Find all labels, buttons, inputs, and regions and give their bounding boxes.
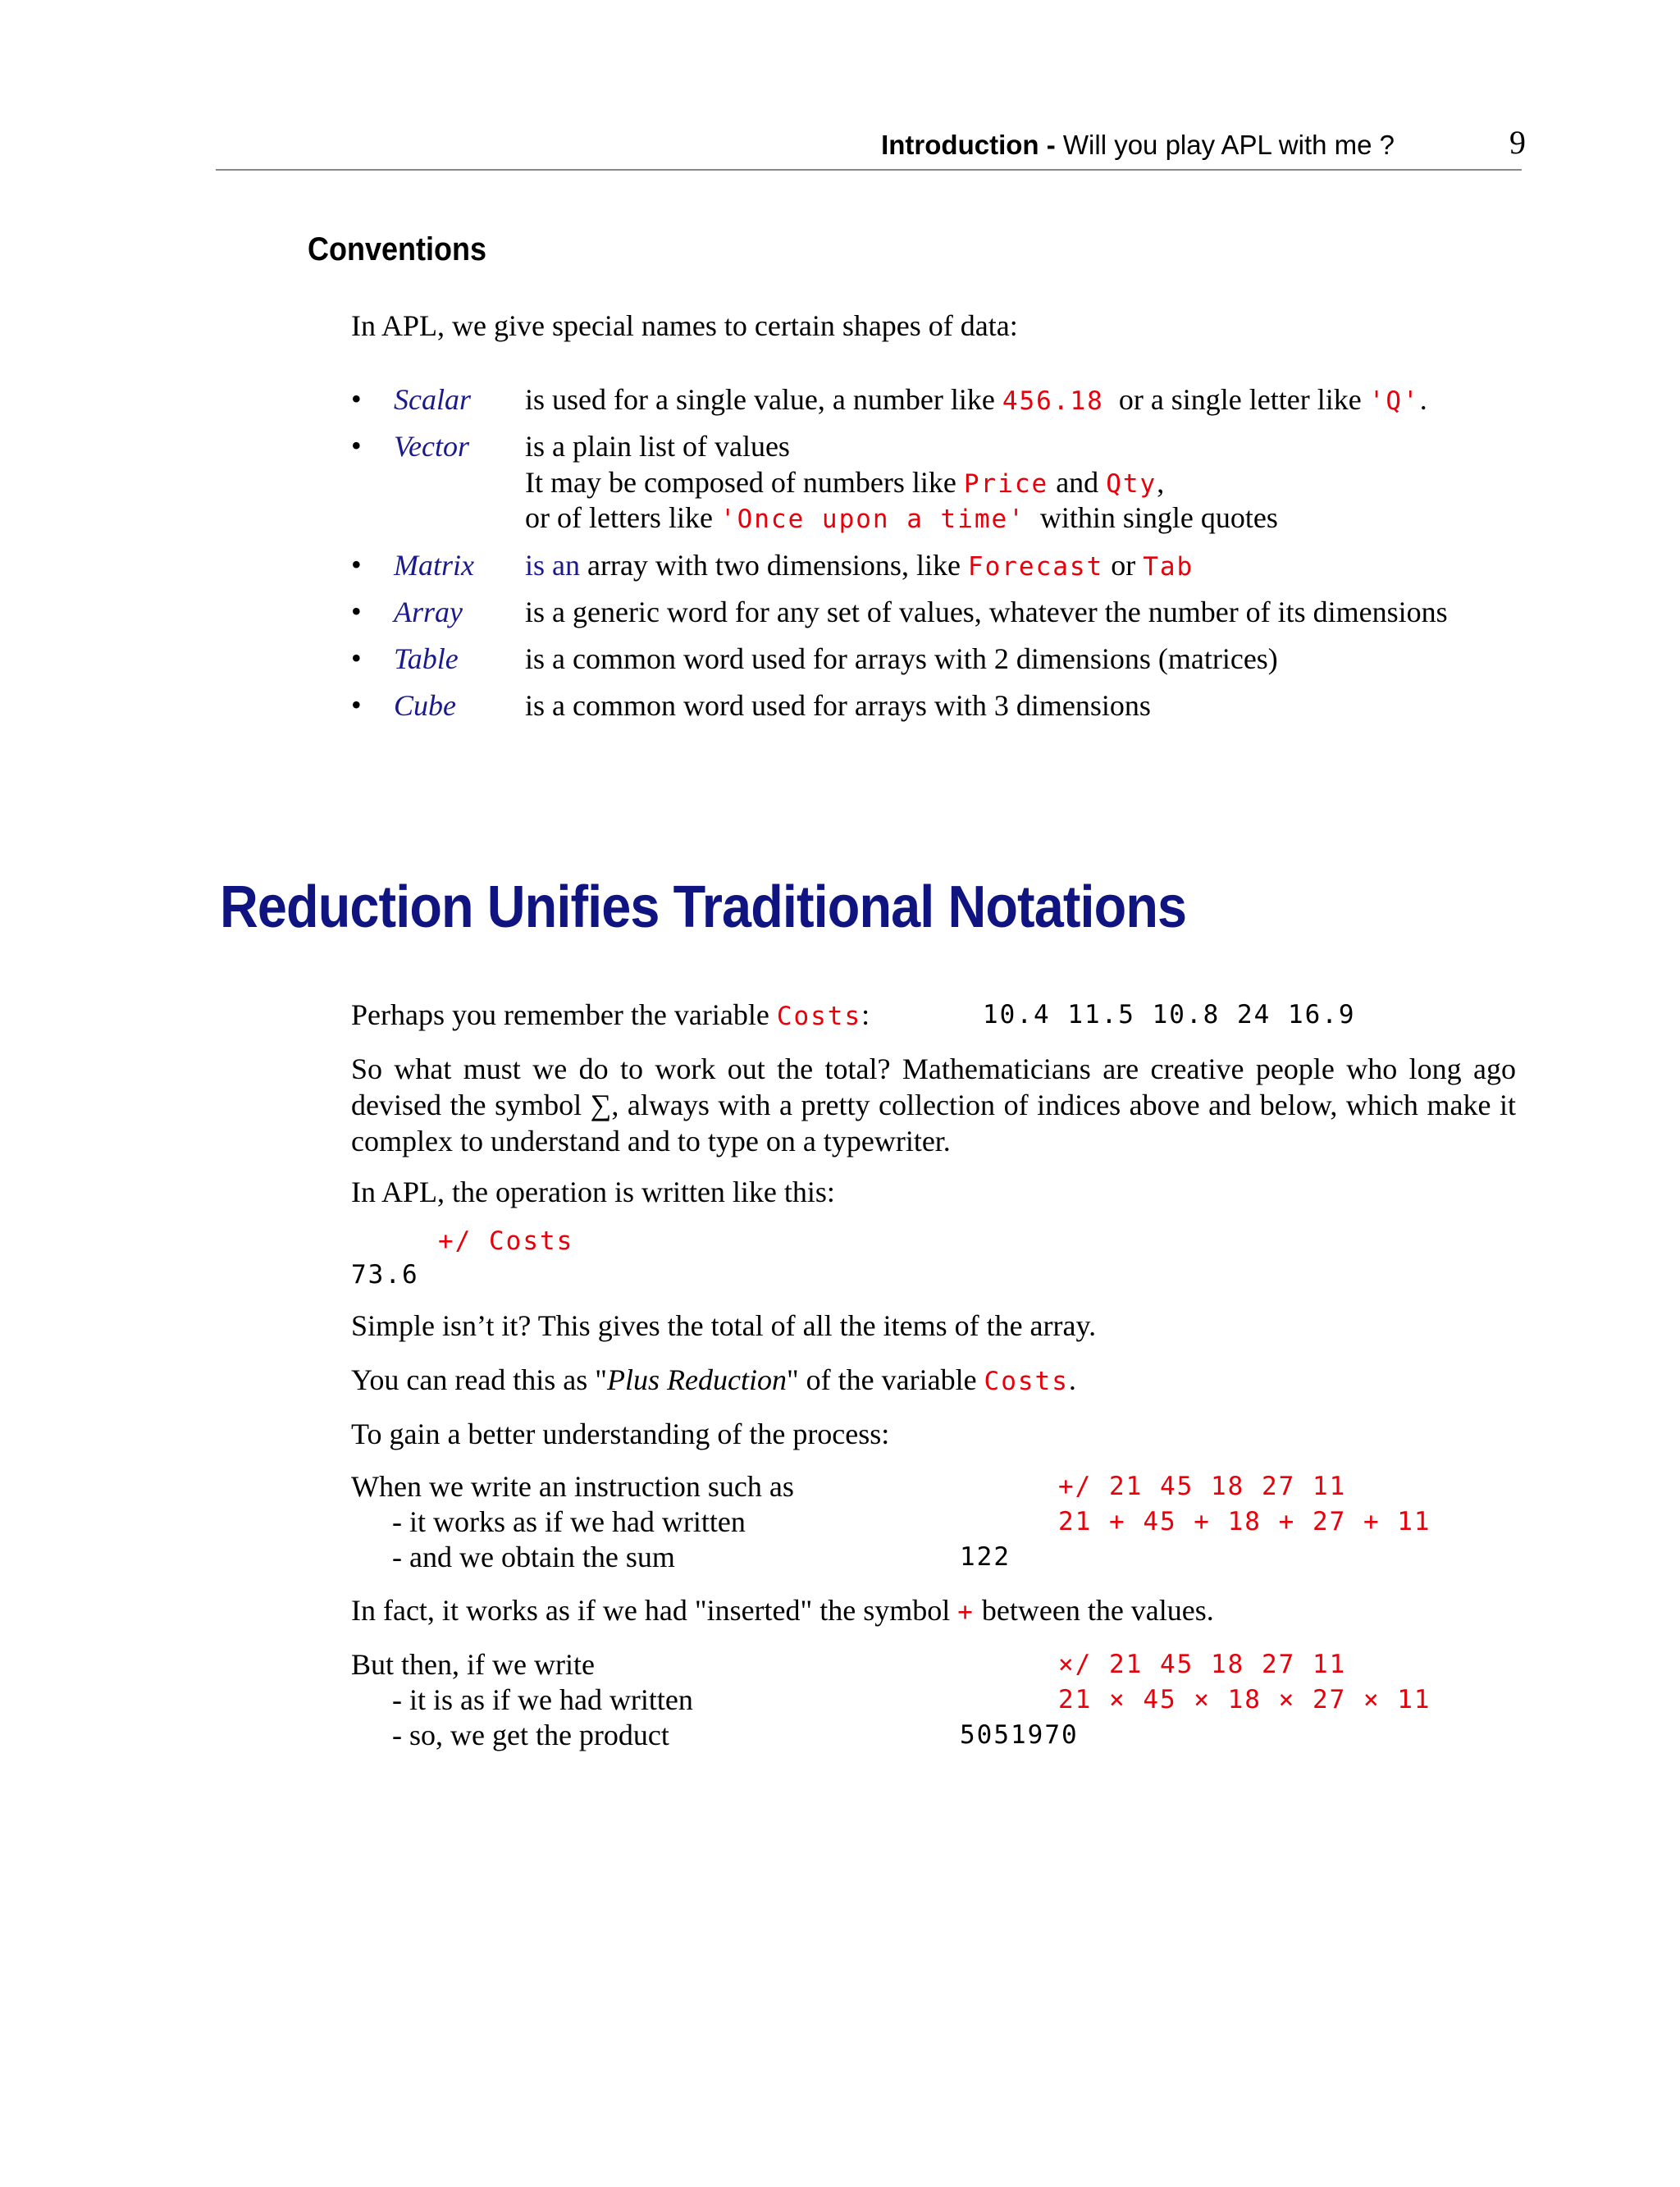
- prod-code-2: 21 × 45 × 18 × 27 × 11: [1058, 1685, 1431, 1714]
- chapter-title: Reduction Unifies Traditional Notations: [220, 874, 1187, 940]
- term-cube: Cube: [394, 689, 456, 722]
- bullet: •: [351, 382, 362, 415]
- definition-array: is a generic word for any set of values, whatever the number of its dimensions: [525, 596, 1448, 628]
- paragraph-understanding: To gain a better understanding of the process:: [351, 1418, 890, 1450]
- term-table: Table: [394, 642, 459, 675]
- term-matrix: Matrix: [394, 549, 474, 582]
- paragraph-simple: Simple isn’t it? This gives the total of all the items of the array.: [351, 1309, 1097, 1342]
- paragraph-sigma: So what must we do to work out the total? Mathematicians are creative people who long ago devised the symbol ∑, always with a pretty collection of indices above and below, which make it complex to understand and to type on a typewriter.: [351, 1052, 1516, 1157]
- costs-values: 10.4 11.5 10.8 24 16.9: [983, 1000, 1356, 1030]
- term-scalar: Scalar: [394, 383, 471, 416]
- bullet: •: [351, 548, 362, 581]
- sum-code-1: +/ 21 45 18 27 11: [1058, 1472, 1347, 1501]
- sum-result: 122: [960, 1542, 1011, 1572]
- paragraph-costs: Perhaps you remember the variable Costs:: [351, 998, 870, 1031]
- header-chapter-title: Will you play APL with me ?: [1062, 130, 1395, 160]
- page-number: 9: [1509, 124, 1526, 161]
- sum-label-2: - it works as if we had written: [392, 1505, 746, 1538]
- header-divider: [216, 169, 1522, 171]
- conventions-intro: In APL, we give special names to certain shapes of data:: [351, 309, 1018, 342]
- definition-matrix: is an array with two dimensions, like Forecast or Tab: [525, 549, 1194, 582]
- header-chapter-bold: Introduction -: [881, 130, 1056, 160]
- bullet: •: [351, 429, 362, 462]
- sum-label-1: When we write an instruction such as: [351, 1470, 794, 1503]
- sum-label-3: - and we obtain the sum: [392, 1541, 675, 1573]
- prod-label-3: - so, we get the product: [392, 1719, 669, 1751]
- sum-code-2: 21 + 45 + 18 + 27 + 11: [1058, 1507, 1431, 1536]
- definition-vector-line3: or of letters like 'Once upon a time' within single quotes: [525, 501, 1278, 534]
- code-output: 73.6: [351, 1260, 419, 1290]
- definition-cube: is a common word used for arrays with 3 dimensions: [525, 689, 1151, 722]
- code-input: +/ Costs: [438, 1226, 574, 1256]
- paragraph-plus-reduction: You can read this as "Plus Reduction" of the variable Costs.: [351, 1363, 1076, 1396]
- term-array: Array: [394, 596, 463, 628]
- definition-scalar: is used for a single value, a number like 456.18 or a single letter like 'Q'.: [525, 383, 1427, 416]
- running-header: [881, 130, 1395, 161]
- definition-vector-line2: It may be composed of numbers like Price and Qty,: [525, 466, 1165, 499]
- term-vector: Vector: [394, 430, 469, 463]
- prod-code-1: ×/ 21 45 18 27 11: [1058, 1650, 1347, 1679]
- definition-table: is a common word used for arrays with 2 dimensions (matrices): [525, 642, 1278, 675]
- bullet: •: [351, 641, 362, 674]
- prod-label-2: - it is as if we had written: [392, 1683, 693, 1716]
- prod-result: 5051970: [960, 1720, 1079, 1750]
- bullet: •: [351, 595, 362, 628]
- paragraph-apl-operation: In APL, the operation is written like this:: [351, 1176, 835, 1208]
- prod-label-1: But then, if we write: [351, 1648, 595, 1681]
- paragraph-inserted: In fact, it works as if we had "inserted" the symbol + between the values.: [351, 1594, 1214, 1627]
- section-title-conventions: Conventions: [308, 231, 487, 267]
- definition-vector-line1: is a plain list of values: [525, 430, 790, 463]
- bullet: •: [351, 688, 362, 721]
